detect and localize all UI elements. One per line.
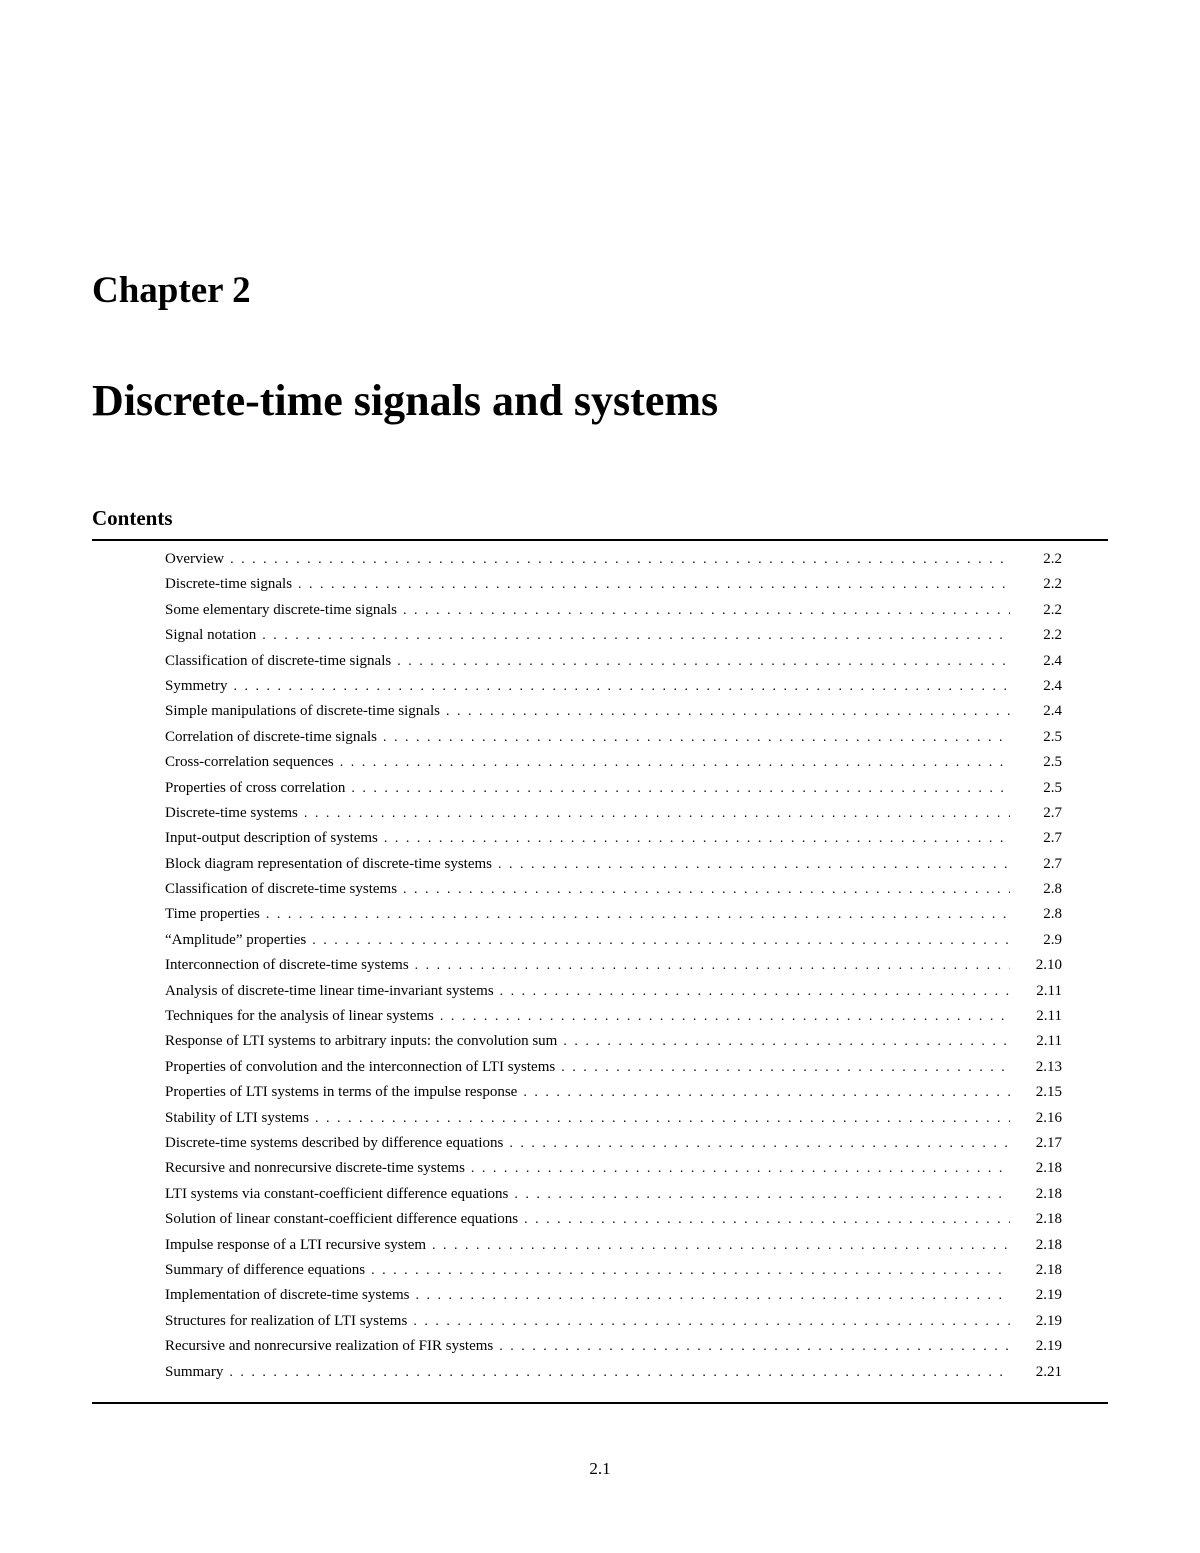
toc-entry[interactable]	[165, 902, 1062, 927]
toc-dot-leader	[351, 776, 1010, 801]
toc-dot-leader	[500, 979, 1010, 1004]
toc-dot-leader	[440, 1004, 1010, 1029]
toc-entry[interactable]	[165, 1207, 1062, 1232]
toc-entry-page-number: 2.7	[1043, 855, 1062, 872]
toc-entry[interactable]	[165, 979, 1062, 1004]
toc-entry-page-number: 2.2	[1043, 576, 1062, 593]
toc-entry-page-number: 2.2	[1043, 551, 1062, 567]
toc-entry-title: Analysis of discrete-time linear time-invariant systems	[165, 982, 494, 999]
toc-entry-page-number: 2.10	[1035, 957, 1062, 974]
toc-entry-title: Implementation of discrete-time systems	[165, 1287, 410, 1304]
toc-entry-page-number: 2.2	[1043, 627, 1062, 644]
toc-dot-leader	[403, 877, 1010, 902]
toc-entry-title: Input-output description of systems	[165, 830, 378, 847]
toc-entry-title: LTI systems via constant-coefficient difference equations	[165, 1185, 509, 1202]
toc-entry[interactable]	[165, 953, 1062, 978]
toc-entry[interactable]	[165, 1004, 1062, 1029]
toc-entry-page-number: 2.18	[1035, 1236, 1062, 1253]
toc-entry-title: Structures for realization of LTI systems	[165, 1312, 408, 1329]
toc-entry-title: Summary	[165, 1363, 224, 1380]
toc-dot-leader	[413, 1309, 1010, 1334]
toc-entry[interactable]	[165, 801, 1062, 826]
toc-entry-page-number: 2.11	[1036, 982, 1062, 999]
toc-entry-title: Discrete-time systems	[165, 804, 298, 821]
toc-entry-title: Symmetry	[165, 677, 228, 694]
toc-dot-leader	[298, 572, 1010, 597]
toc-entry-page-number: 2.8	[1043, 906, 1062, 923]
toc-dot-leader	[262, 623, 1010, 648]
toc-dot-leader	[498, 852, 1010, 877]
toc-dot-leader	[234, 674, 1011, 699]
toc-entry-page-number: 2.19	[1035, 1287, 1062, 1304]
toc-entry-page-number: 2.18	[1035, 1261, 1062, 1278]
toc-entry-title: Properties of cross correlation	[165, 779, 346, 796]
toc-entry-title: “Amplitude” properties	[165, 931, 307, 948]
toc-entry[interactable]	[165, 826, 1062, 851]
toc-entry[interactable]	[165, 1131, 1062, 1156]
toc-entry-page-number: 2.9	[1043, 931, 1062, 948]
toc-entry-title: Impulse response of a LTI recursive system	[165, 1236, 427, 1253]
toc-entry-title: Recursive and nonrecursive realization of FIR systems	[165, 1338, 494, 1355]
toc-dot-leader	[509, 1131, 1010, 1156]
toc-entry-title: Recursive and nonrecursive discrete-time systems	[165, 1160, 465, 1177]
toc-entry-page-number: 2.21	[1035, 1363, 1062, 1380]
contents-top-rule	[92, 539, 1108, 541]
toc-entry[interactable]	[165, 572, 1062, 597]
toc-entry-title: Properties of convolution and the interconnection of LTI systems	[165, 1058, 556, 1075]
toc-dot-leader	[563, 1029, 1010, 1054]
toc-entry-title: Summary of difference equations	[165, 1261, 366, 1278]
toc-entry[interactable]	[165, 1233, 1062, 1258]
toc-entry-page-number: 2.5	[1043, 754, 1062, 771]
toc-dot-leader	[312, 928, 1010, 953]
toc-entry-title: Stability of LTI systems	[165, 1109, 310, 1126]
toc-entry-title: Signal notation	[165, 627, 257, 644]
toc-entry-page-number: 2.18	[1035, 1185, 1062, 1202]
toc-entry[interactable]	[165, 1309, 1062, 1334]
toc-entry-page-number: 2.4	[1043, 652, 1062, 669]
toc-entry[interactable]	[165, 1182, 1062, 1207]
toc-entry[interactable]	[165, 1080, 1062, 1105]
toc-entry-page-number: 2.7	[1043, 830, 1062, 847]
toc-dot-leader	[499, 1334, 1010, 1359]
toc-entry-page-number: 2.2	[1043, 601, 1062, 618]
toc-entry-title: Time properties	[165, 906, 260, 923]
toc-dot-leader	[397, 649, 1010, 674]
toc-entry[interactable]	[165, 1029, 1062, 1054]
toc-dot-leader	[230, 547, 1010, 572]
toc-entry[interactable]	[165, 1106, 1062, 1131]
toc-entry-title: Block diagram representation of discrete-time systems	[165, 855, 492, 872]
toc-entry-page-number: 2.19	[1035, 1338, 1062, 1355]
toc-dot-leader	[229, 1360, 1010, 1385]
toc-entry-page-number: 2.5	[1043, 728, 1062, 745]
toc-entry[interactable]	[165, 877, 1062, 902]
toc-entry[interactable]	[165, 1258, 1062, 1283]
toc-dot-leader	[523, 1080, 1010, 1105]
toc-entry[interactable]	[165, 598, 1062, 623]
toc-entry-page-number: 2.16	[1035, 1109, 1062, 1126]
toc-dot-leader	[266, 902, 1010, 927]
toc-entry-title: Response of LTI systems to arbitrary inputs: the convolution sum	[165, 1033, 558, 1050]
toc-entry-title: Techniques for the analysis of linear systems	[165, 1008, 434, 1025]
toc-entry-page-number: 2.18	[1035, 1160, 1062, 1177]
toc-dot-leader	[446, 699, 1010, 724]
toc-entry-page-number: 2.4	[1043, 703, 1062, 720]
table-of-contents	[165, 547, 1062, 1385]
toc-entry[interactable]	[165, 674, 1062, 699]
toc-entry[interactable]	[165, 649, 1062, 674]
toc-dot-leader	[384, 826, 1010, 851]
toc-dot-leader	[514, 1182, 1010, 1207]
toc-entry-title: Overview	[165, 551, 225, 567]
toc-entry[interactable]	[165, 928, 1062, 953]
toc-entry-title: Classification of discrete-time signals	[165, 652, 392, 669]
toc-dot-leader	[415, 953, 1010, 978]
toc-dot-leader	[304, 801, 1010, 826]
toc-dot-leader	[561, 1055, 1010, 1080]
page-number: 2.1	[589, 1459, 611, 1478]
toc-entry[interactable]	[165, 725, 1062, 750]
chapter-title: Discrete-time signals and systems	[92, 376, 719, 425]
toc-entry[interactable]	[165, 699, 1062, 724]
contents-bottom-rule	[92, 1402, 1108, 1404]
toc-entry[interactable]	[165, 852, 1062, 877]
toc-entry-page-number: 2.17	[1035, 1134, 1062, 1151]
toc-entry-title: Some elementary discrete-time signals	[165, 601, 398, 618]
toc-entry-page-number: 2.4	[1043, 677, 1062, 694]
contents-heading: Contents	[92, 506, 173, 530]
toc-entry-page-number: 2.7	[1043, 804, 1062, 821]
toc-entry[interactable]	[165, 623, 1062, 648]
toc-entry-page-number: 2.11	[1036, 1033, 1062, 1050]
toc-entry-title: Simple manipulations of discrete-time signals	[165, 703, 440, 720]
toc-entry-page-number: 2.15	[1035, 1084, 1062, 1101]
toc-entry-title: Discrete-time systems described by difference equations	[165, 1134, 504, 1151]
toc-entry-page-number: 2.8	[1043, 881, 1062, 898]
toc-entry-title: Correlation of discrete-time signals	[165, 728, 378, 745]
toc-entry[interactable]	[165, 1334, 1062, 1359]
toc-entry-page-number: 2.5	[1043, 779, 1062, 796]
toc-dot-leader	[432, 1233, 1010, 1258]
toc-entry-title: Properties of LTI systems in terms of the impulse response	[165, 1084, 518, 1101]
toc-dot-leader	[471, 1156, 1010, 1181]
toc-entry-title: Solution of linear constant-coefficient difference equations	[165, 1211, 519, 1228]
toc-dot-leader	[315, 1106, 1010, 1131]
toc-entry[interactable]	[165, 547, 1062, 572]
toc-entry[interactable]	[165, 1156, 1062, 1181]
toc-entry-page-number: 2.11	[1036, 1008, 1062, 1025]
toc-entry[interactable]	[165, 1283, 1062, 1308]
toc-dot-leader	[416, 1283, 1010, 1308]
toc-dot-leader	[371, 1258, 1010, 1283]
toc-entry-page-number: 2.19	[1035, 1312, 1062, 1329]
toc-dot-leader	[403, 598, 1010, 623]
toc-dot-leader	[383, 725, 1010, 750]
toc-dot-leader	[340, 750, 1010, 775]
toc-entry[interactable]	[165, 750, 1062, 775]
toc-entry[interactable]	[165, 1055, 1062, 1080]
toc-entry-title: Discrete-time signals	[165, 576, 293, 593]
toc-dot-leader	[524, 1207, 1010, 1232]
toc-entry-page-number: 2.13	[1035, 1058, 1062, 1075]
toc-entry[interactable]	[165, 776, 1062, 801]
toc-entry-title: Classification of discrete-time systems	[165, 881, 398, 898]
toc-entry-title: Interconnection of discrete-time systems	[165, 957, 409, 974]
toc-entry-title: Cross-correlation sequences	[165, 754, 334, 771]
chapter-label: Chapter 2	[92, 270, 251, 311]
toc-entry-page-number: 2.18	[1035, 1211, 1062, 1228]
toc-entry[interactable]	[165, 1360, 1062, 1385]
